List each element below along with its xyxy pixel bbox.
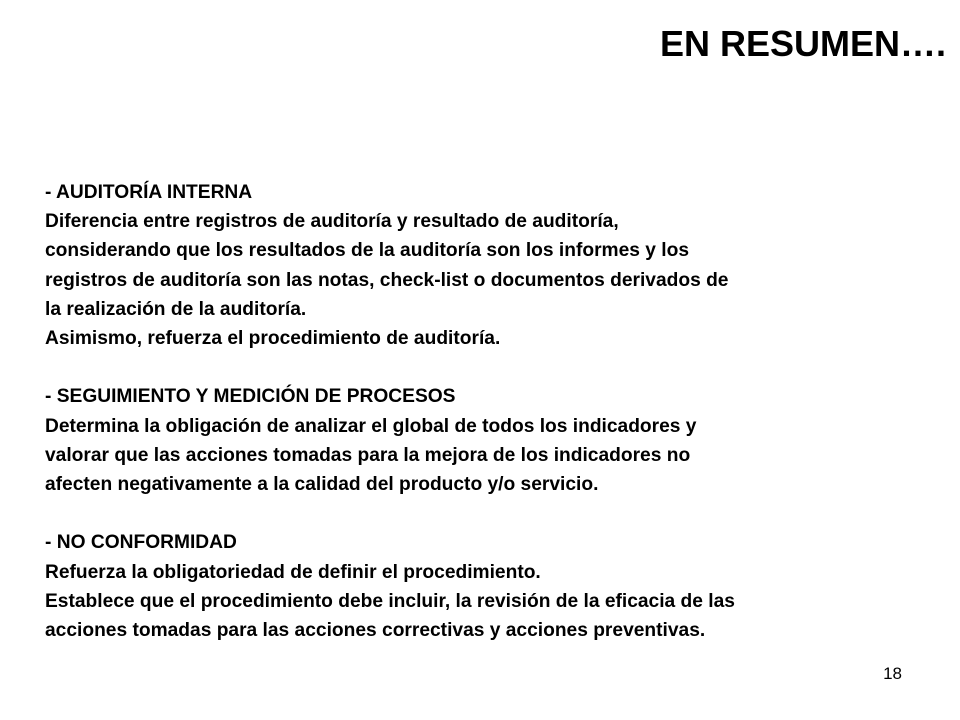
page-number: 18 xyxy=(883,664,902,683)
section-seguimiento-medicion xyxy=(45,382,925,499)
body-line: Asimismo, refuerza el procedimiento de auditoría. xyxy=(45,328,501,350)
body-line: Establece que el procedimiento debe incluir, la revisión de la eficacia de las xyxy=(45,590,735,612)
body-line: la realización de la auditoría. xyxy=(45,298,307,320)
body-line: acciones tomadas para las acciones correctivas y acciones preventivas. xyxy=(45,620,706,642)
section-heading: - NO CONFORMIDAD xyxy=(45,532,237,554)
body-line: registros de auditoría son las notas, check-list o documentos derivados de xyxy=(45,269,729,291)
section-auditoria-interna xyxy=(45,178,925,353)
section-heading: - SEGUIMIENTO Y MEDICIÓN DE PROCESOS xyxy=(45,386,456,408)
section-no-conformidad xyxy=(45,528,925,645)
body-line: Refuerza la obligatoriedad de definir el procedimiento. xyxy=(45,561,541,583)
slide-content xyxy=(45,178,925,645)
body-line: considerando que los resultados de la auditoría son los informes y los xyxy=(45,240,689,262)
body-line: valorar que las acciones tomadas para la mejora de los indicadores no xyxy=(45,444,691,466)
body-line: Determina la obligación de analizar el global de todos los indicadores y xyxy=(45,415,697,437)
body-line: afecten negativamente a la calidad del producto y/o servicio. xyxy=(45,474,599,496)
slide-title: EN RESUMEN…. xyxy=(659,23,946,64)
body-line: Diferencia entre registros de auditoría y resultado de auditoría, xyxy=(45,211,619,233)
section-heading: - AUDITORÍA INTERNA xyxy=(45,182,253,203)
